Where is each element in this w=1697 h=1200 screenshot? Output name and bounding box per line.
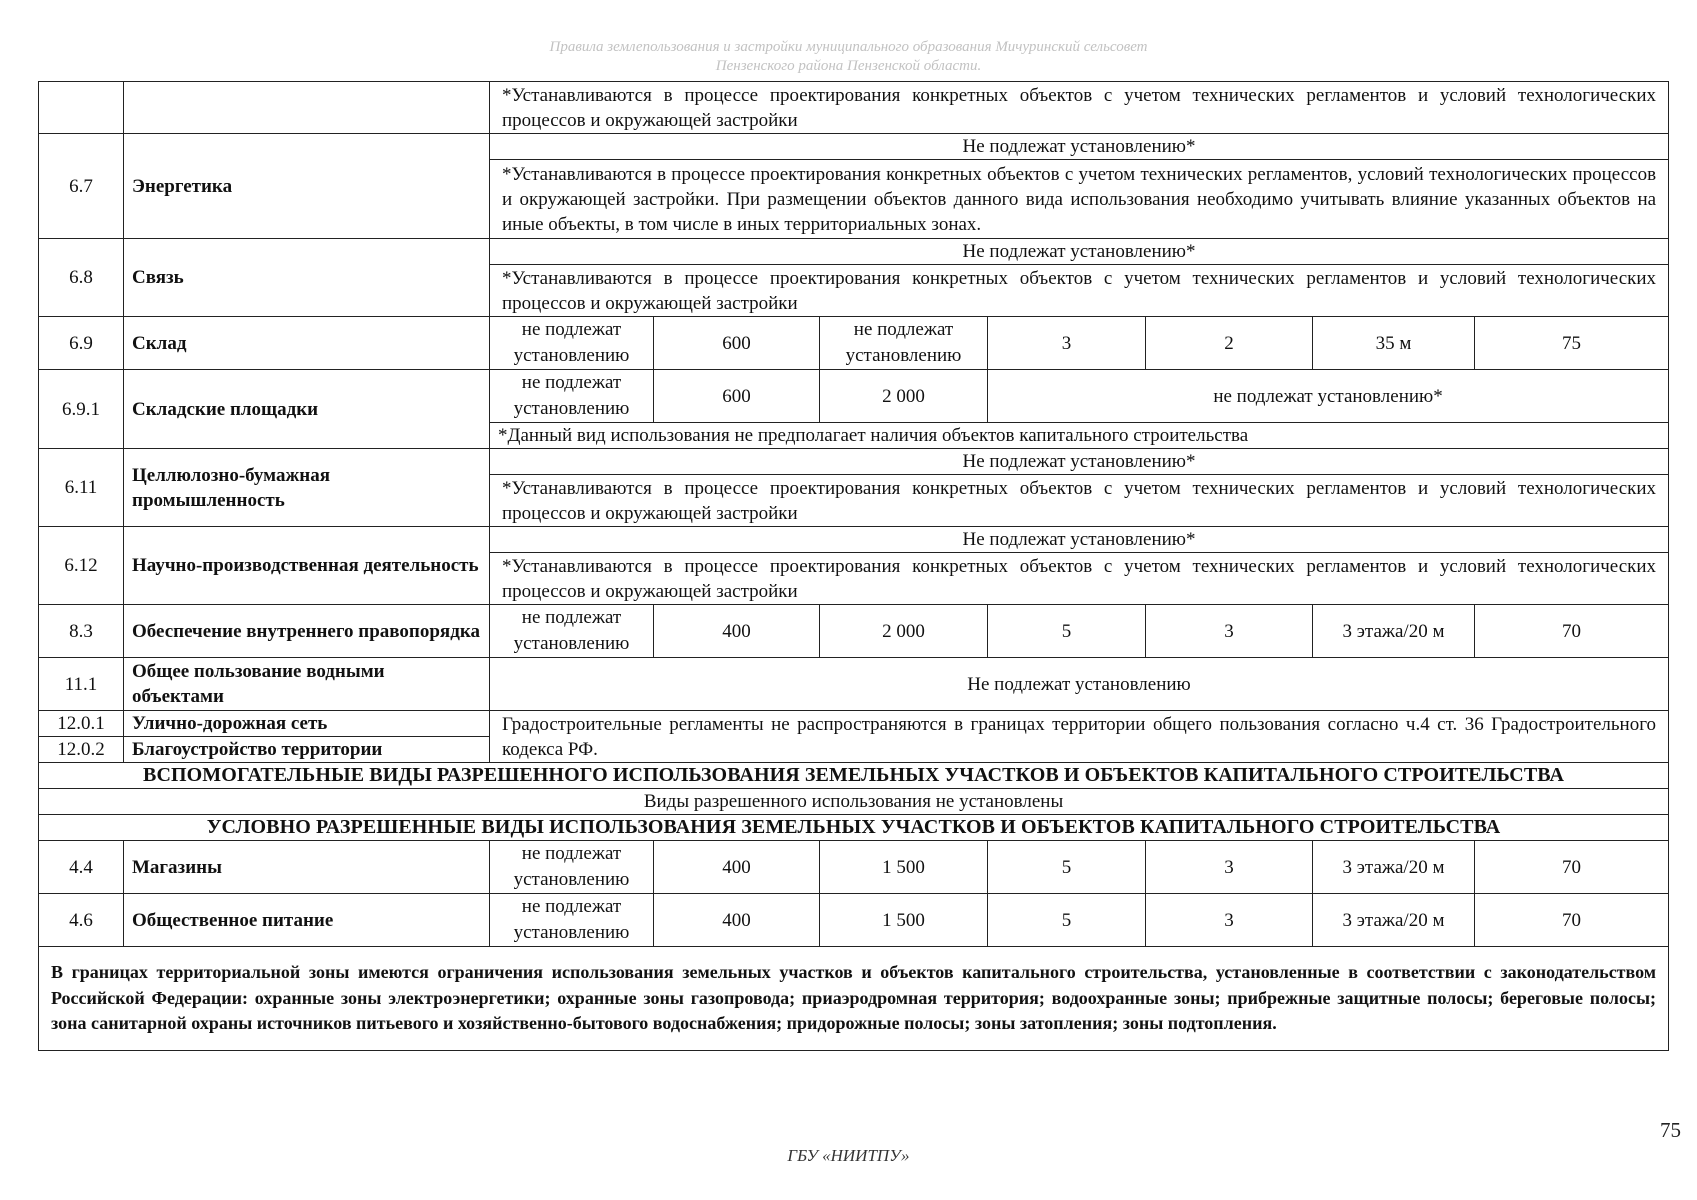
value-cell: 600 — [654, 317, 820, 370]
table-row — [39, 711, 1669, 737]
note-cell: *Устанавливаются в процессе проектирования конкретных объектов с учетом технических регламентов, условий технологических процессов и окружающей застройки. При размещении объектов данного вида использования необходимо учитывать влияние указанных объектов на иные объекты, в том числе в иных территориальных зонах. — [490, 160, 1669, 239]
note-cell: *Устанавливаются в процессе проектирования конкретных объектов с учетом технических регламентов и условий технологических процессов и окружающей застройки — [490, 82, 1669, 134]
value-cell: 75 — [1475, 317, 1669, 370]
table-row — [39, 841, 1669, 894]
name-cell: Обеспечение внутреннего правопорядка — [124, 605, 490, 658]
table-row — [39, 658, 1669, 711]
value-cell: 3 этажа/20 м — [1313, 894, 1475, 947]
note-cell: *Устанавливаются в процессе проектирования конкретных объектов с учетом технических регламентов и условий технологических процессов и окружающей застройки — [490, 475, 1669, 527]
value-cell: не подлежат установлению — [490, 841, 654, 894]
value-cell: 35 м — [1313, 317, 1475, 370]
note-cell: *Устанавливаются в процессе проектирования конкретных объектов с учетом технических регламентов и условий технологических процессов и окружающей застройки — [490, 553, 1669, 605]
value-cell: не подлежат установлению — [490, 370, 654, 423]
code-cell: 11.1 — [39, 658, 124, 711]
running-header — [0, 38, 1697, 76]
value-cell: не подлежат установлению — [490, 894, 654, 947]
table-row — [39, 527, 1669, 553]
table-row — [39, 317, 1669, 370]
code-cell: 4.6 — [39, 894, 124, 947]
not-set-cell: Не подлежат установлению — [490, 658, 1669, 711]
value-cell: 3 этажа/20 м — [1313, 841, 1475, 894]
name-cell: Общее пользование водными объектами — [124, 658, 490, 711]
name-cell: Магазины — [124, 841, 490, 894]
value-cell: 3 — [988, 317, 1146, 370]
code-cell: 8.3 — [39, 605, 124, 658]
table-row — [39, 239, 1669, 265]
value-cell: 70 — [1475, 894, 1669, 947]
table-row — [39, 815, 1669, 841]
table-row — [39, 894, 1669, 947]
code-cell — [39, 82, 124, 134]
table-row — [39, 134, 1669, 160]
name-cell: Улично-дорожная сеть — [124, 711, 490, 737]
page-number: 75 — [1660, 1118, 1681, 1142]
value-cell: 70 — [1475, 841, 1669, 894]
table-row — [39, 789, 1669, 815]
value-cell: 3 — [1146, 841, 1313, 894]
code-cell: 6.12 — [39, 527, 124, 605]
name-cell: Связь — [124, 239, 490, 317]
code-cell: 12.0.2 — [39, 737, 124, 763]
name-cell: Склад — [124, 317, 490, 370]
value-cell: не подлежат установлению — [820, 317, 988, 370]
table-row — [39, 370, 1669, 423]
code-cell: 6.11 — [39, 449, 124, 527]
value-cell: не подлежат установлению — [490, 317, 654, 370]
code-cell: 12.0.1 — [39, 711, 124, 737]
header-line-1: Правила землепользования и застройки муниципального образования Мичуринский сельсовет — [549, 39, 1148, 55]
table-row — [39, 449, 1669, 475]
note-cell: Градостроительные регламенты не распространяются в границах территории общего пользования согласно ч.4 ст. 36 Градостроительного кодекса РФ. — [490, 711, 1669, 763]
section-heading-conditional: УСЛОВНО РАЗРЕШЕННЫЕ ВИДЫ ИСПОЛЬЗОВАНИЯ ЗЕМЕЛЬНЫХ УЧАСТКОВ И ОБЪЕКТОВ КАПИТАЛЬНОГО СТРОИТЕЛЬСТВА — [39, 815, 1669, 841]
not-set-cell: Не подлежат установлению* — [490, 134, 1669, 160]
footer-organization: ГБУ «НИИТПУ» — [787, 1146, 910, 1165]
value-cell: 400 — [654, 894, 820, 947]
name-cell: Энергетика — [124, 134, 490, 239]
value-cell: не подлежат установлению — [490, 605, 654, 658]
name-cell: Целлюлозно-бумажная промышленность — [124, 449, 490, 527]
note-cell: *Данный вид использования не предполагает наличия объектов капитального строительства — [490, 423, 1669, 449]
table-row — [39, 605, 1669, 658]
regulations-table — [38, 81, 1669, 1051]
value-cell: 400 — [654, 605, 820, 658]
merged-value-cell: не подлежат установлению* — [988, 370, 1669, 423]
code-cell: 6.7 — [39, 134, 124, 239]
value-cell: 3 этажа/20 м — [1313, 605, 1475, 658]
value-cell: 5 — [988, 605, 1146, 658]
table-row — [39, 947, 1669, 1051]
code-cell: 6.8 — [39, 239, 124, 317]
not-set-cell: Не подлежат установлению* — [490, 239, 1669, 265]
name-cell: Общественное питание — [124, 894, 490, 947]
code-cell: 6.9 — [39, 317, 124, 370]
note-cell: *Устанавливаются в процессе проектирования конкретных объектов с учетом технических регламентов и условий технологических процессов и окружающей застройки — [490, 265, 1669, 317]
value-cell: 3 — [1146, 605, 1313, 658]
code-cell: 6.9.1 — [39, 370, 124, 449]
value-cell: 70 — [1475, 605, 1669, 658]
not-set-cell: Не подлежат установлению* — [490, 449, 1669, 475]
table-row — [39, 763, 1669, 789]
value-cell: 1 500 — [820, 894, 988, 947]
name-cell: Складские площадки — [124, 370, 490, 449]
name-cell: Научно-производственная деятельность — [124, 527, 490, 605]
section-heading-auxiliary: ВСПОМОГАТЕЛЬНЫЕ ВИДЫ РАЗРЕШЕННОГО ИСПОЛЬЗОВАНИЯ ЗЕМЕЛЬНЫХ УЧАСТКОВ И ОБЪЕКТОВ КАПИТАЛЬНОГО СТРОИТЕЛЬСТВА — [39, 763, 1669, 789]
code-cell: 4.4 — [39, 841, 124, 894]
not-set-cell: Не подлежат установлению* — [490, 527, 1669, 553]
value-cell: 3 — [1146, 894, 1313, 947]
value-cell: 400 — [654, 841, 820, 894]
auxiliary-text: Виды разрешенного использования не установлены — [39, 789, 1669, 815]
header-line-2: Пензенского района Пензенской области. — [715, 58, 982, 74]
restrictions-note: В границах территориальной зоны имеются ограничения использования земельных участков и объектов капитального строительства, установленные в соответствии с законодательством Российской Федерации: охранные зоны электроэнергетики; охранные зоны газопровода; приаэродромная территория; водоохранные зоны; прибрежные защитные полосы; береговые полосы; зона санитарной охраны источников питьевого и хозяйственно-бытового водоснабжения; придорожные полосы; зоны затопления; зоны подтопления. — [39, 947, 1669, 1051]
value-cell: 5 — [988, 841, 1146, 894]
table-row — [39, 82, 1669, 134]
value-cell: 2 000 — [820, 605, 988, 658]
name-cell — [124, 82, 490, 134]
value-cell: 2 — [1146, 317, 1313, 370]
value-cell: 2 000 — [820, 370, 988, 423]
value-cell: 1 500 — [820, 841, 988, 894]
value-cell: 5 — [988, 894, 1146, 947]
name-cell: Благоустройство территории — [124, 737, 490, 763]
value-cell: 600 — [654, 370, 820, 423]
